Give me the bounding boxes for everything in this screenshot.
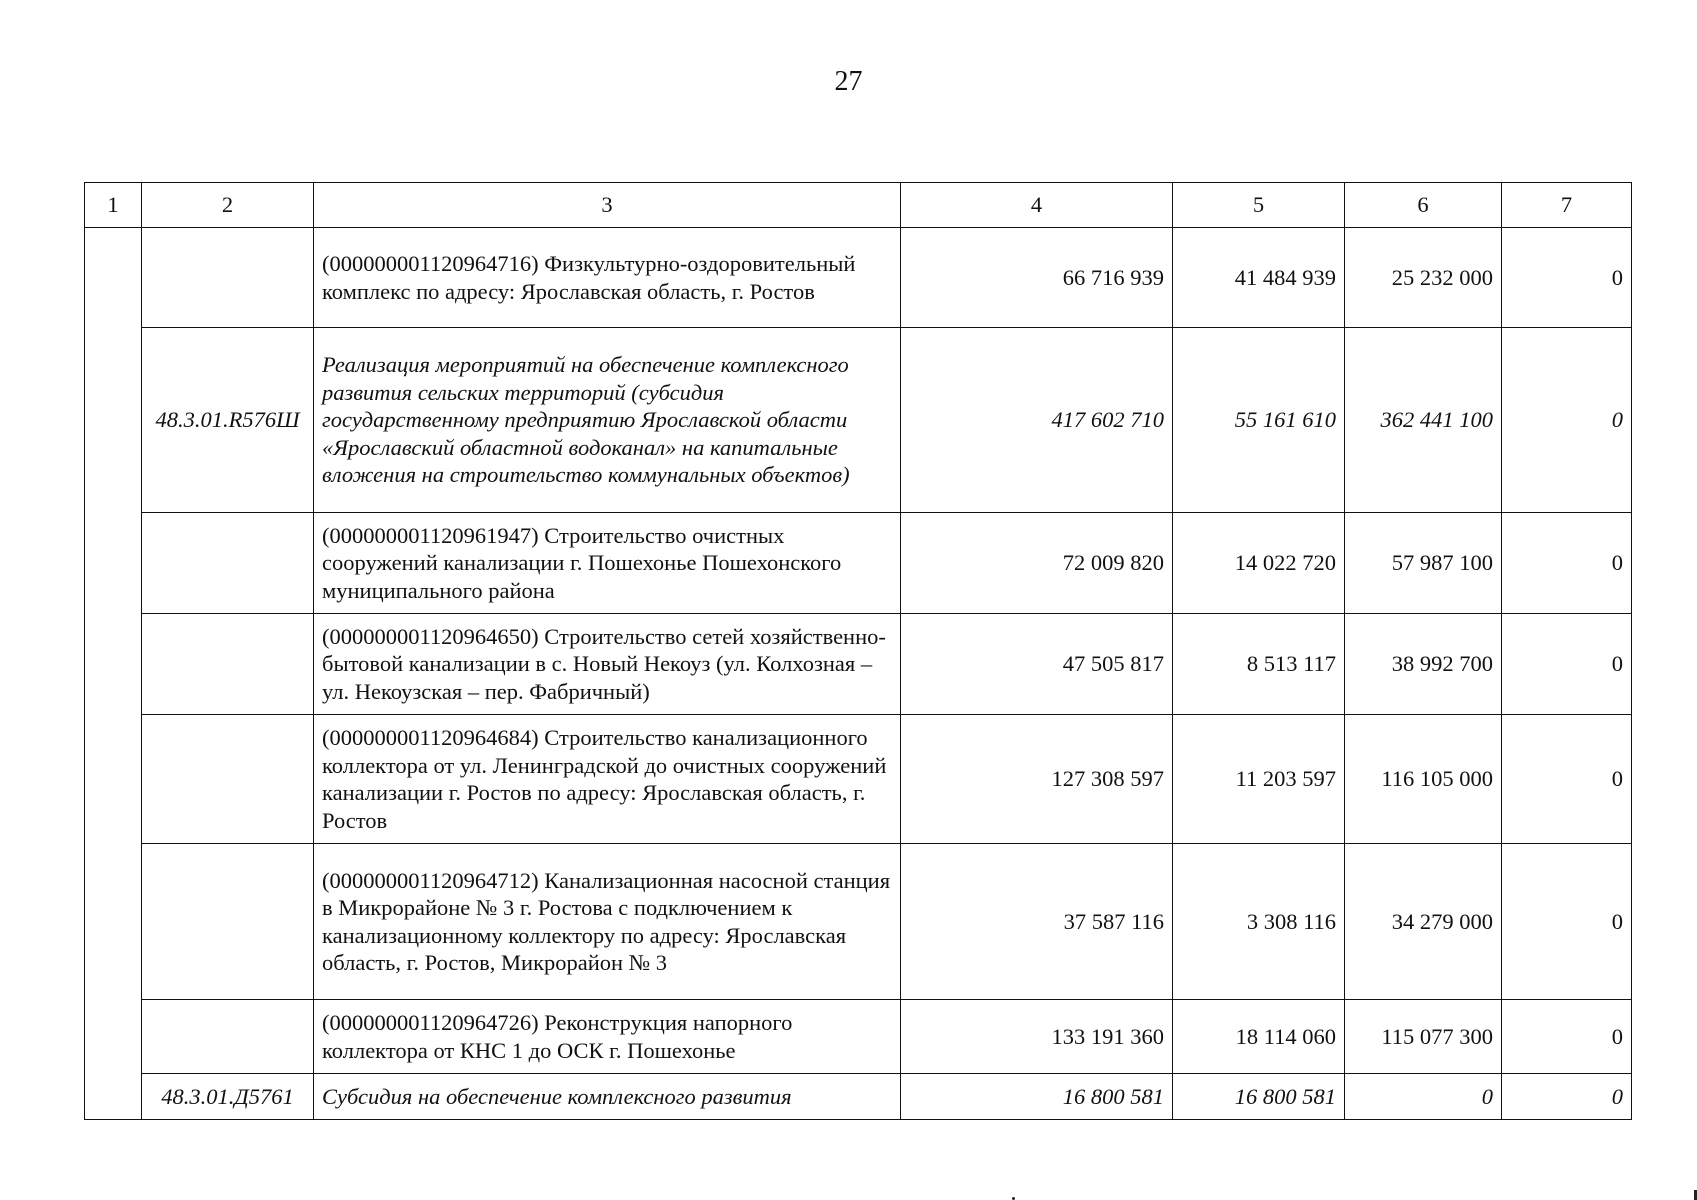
name-cell: Реализация мероприятий на обеспечение комплексного развития сельских территорий (субсидия государственному предприятию Ярославской области «Ярославский областной водоканал» на капитальные вложения на строительство коммунальных объектов) [314,328,901,513]
value-cell: 14 022 720 [1173,513,1345,614]
header-cell: 2 [142,183,314,228]
table-row [85,1074,1632,1120]
budget-table [84,182,1632,1120]
value-cell: 362 441 100 [1345,328,1502,513]
header-cell: 7 [1502,183,1632,228]
row-number-cell [85,228,142,328]
value-cell: 127 308 597 [901,715,1173,844]
value-cell: 0 [1345,1074,1502,1120]
value-cell: 47 505 817 [901,614,1173,715]
name-cell: (000000001120964712) Канализационная насосной станция в Микрорайоне № 3 г. Ростова с подключением к канализационному коллектору по адресу: Ярославская область, г. Ростов, Микрорайон № 3 [314,844,901,1000]
value-cell: 34 279 000 [1345,844,1502,1000]
value-cell: 0 [1502,228,1632,328]
table-row [85,328,1632,513]
code-cell: 48.3.01.R576Ш [142,328,314,513]
row-number-cell [85,614,142,715]
value-cell: 11 203 597 [1173,715,1345,844]
table-row [85,844,1632,1000]
table-row [85,228,1632,328]
name-cell: (000000001120964684) Строительство канализационного коллектора от ул. Ленинградской до очистных сооружений канализации г. Ростов по адресу: Ярославская область, г. Ростов [314,715,901,844]
value-cell: 18 114 060 [1173,1000,1345,1074]
row-number-cell [85,844,142,1000]
value-cell: 116 105 000 [1345,715,1502,844]
name-cell: (000000001120964726) Реконструкция напорного коллектора от КНС 1 до ОСК г. Пошехонье [314,1000,901,1074]
table-row [85,614,1632,715]
row-number-cell [85,715,142,844]
value-cell: 37 587 116 [901,844,1173,1000]
header-cell: 3 [314,183,901,228]
name-cell: (000000001120964650) Строительство сетей хозяйственно-бытовой канализации в с. Новый Некоуз (ул. Колхозная – ул. Некоузская – пер. Фабричный) [314,614,901,715]
header-cell: 6 [1345,183,1502,228]
value-cell: 38 992 700 [1345,614,1502,715]
value-cell: 0 [1502,1074,1632,1120]
value-cell: 16 800 581 [901,1074,1173,1120]
value-cell: 115 077 300 [1345,1000,1502,1074]
value-cell: 41 484 939 [1173,228,1345,328]
table-row [85,1000,1632,1074]
code-cell [142,715,314,844]
header-cell: 4 [901,183,1173,228]
value-cell: 16 800 581 [1173,1074,1345,1120]
value-cell: 133 191 360 [901,1000,1173,1074]
table-row [85,513,1632,614]
value-cell: 8 513 117 [1173,614,1345,715]
name-cell: (000000001120964716) Физкультурно-оздоровительный комплекс по адресу: Ярославская область, г. Ростов [314,228,901,328]
name-cell: Субсидия на обеспечение комплексного развития [314,1074,901,1120]
header-row [85,183,1632,228]
row-number-cell [85,513,142,614]
header-cell: 5 [1173,183,1345,228]
value-cell: 57 987 100 [1345,513,1502,614]
code-cell: 48.3.01.Д5761 [142,1074,314,1120]
value-cell: 0 [1502,844,1632,1000]
value-cell: 66 716 939 [901,228,1173,328]
name-cell: (000000001120961947) Строительство очистных сооружений канализации г. Пошехонье Пошехонского муниципального района [314,513,901,614]
value-cell: 3 308 116 [1173,844,1345,1000]
value-cell: 72 009 820 [901,513,1173,614]
value-cell: 417 602 710 [901,328,1173,513]
value-cell: 0 [1502,614,1632,715]
code-cell [142,844,314,1000]
value-cell: 0 [1502,513,1632,614]
value-cell: 25 232 000 [1345,228,1502,328]
code-cell [142,228,314,328]
code-cell [142,614,314,715]
row-number-cell [85,328,142,513]
code-cell [142,513,314,614]
code-cell [142,1000,314,1074]
table-row [85,715,1632,844]
row-number-cell [85,1000,142,1074]
page-number: 27 [834,66,863,97]
value-cell: 0 [1502,715,1632,844]
value-cell: 55 161 610 [1173,328,1345,513]
header-cell: 1 [85,183,142,228]
value-cell: 0 [1502,328,1632,513]
value-cell: 0 [1502,1000,1632,1074]
row-number-cell [85,1074,142,1120]
